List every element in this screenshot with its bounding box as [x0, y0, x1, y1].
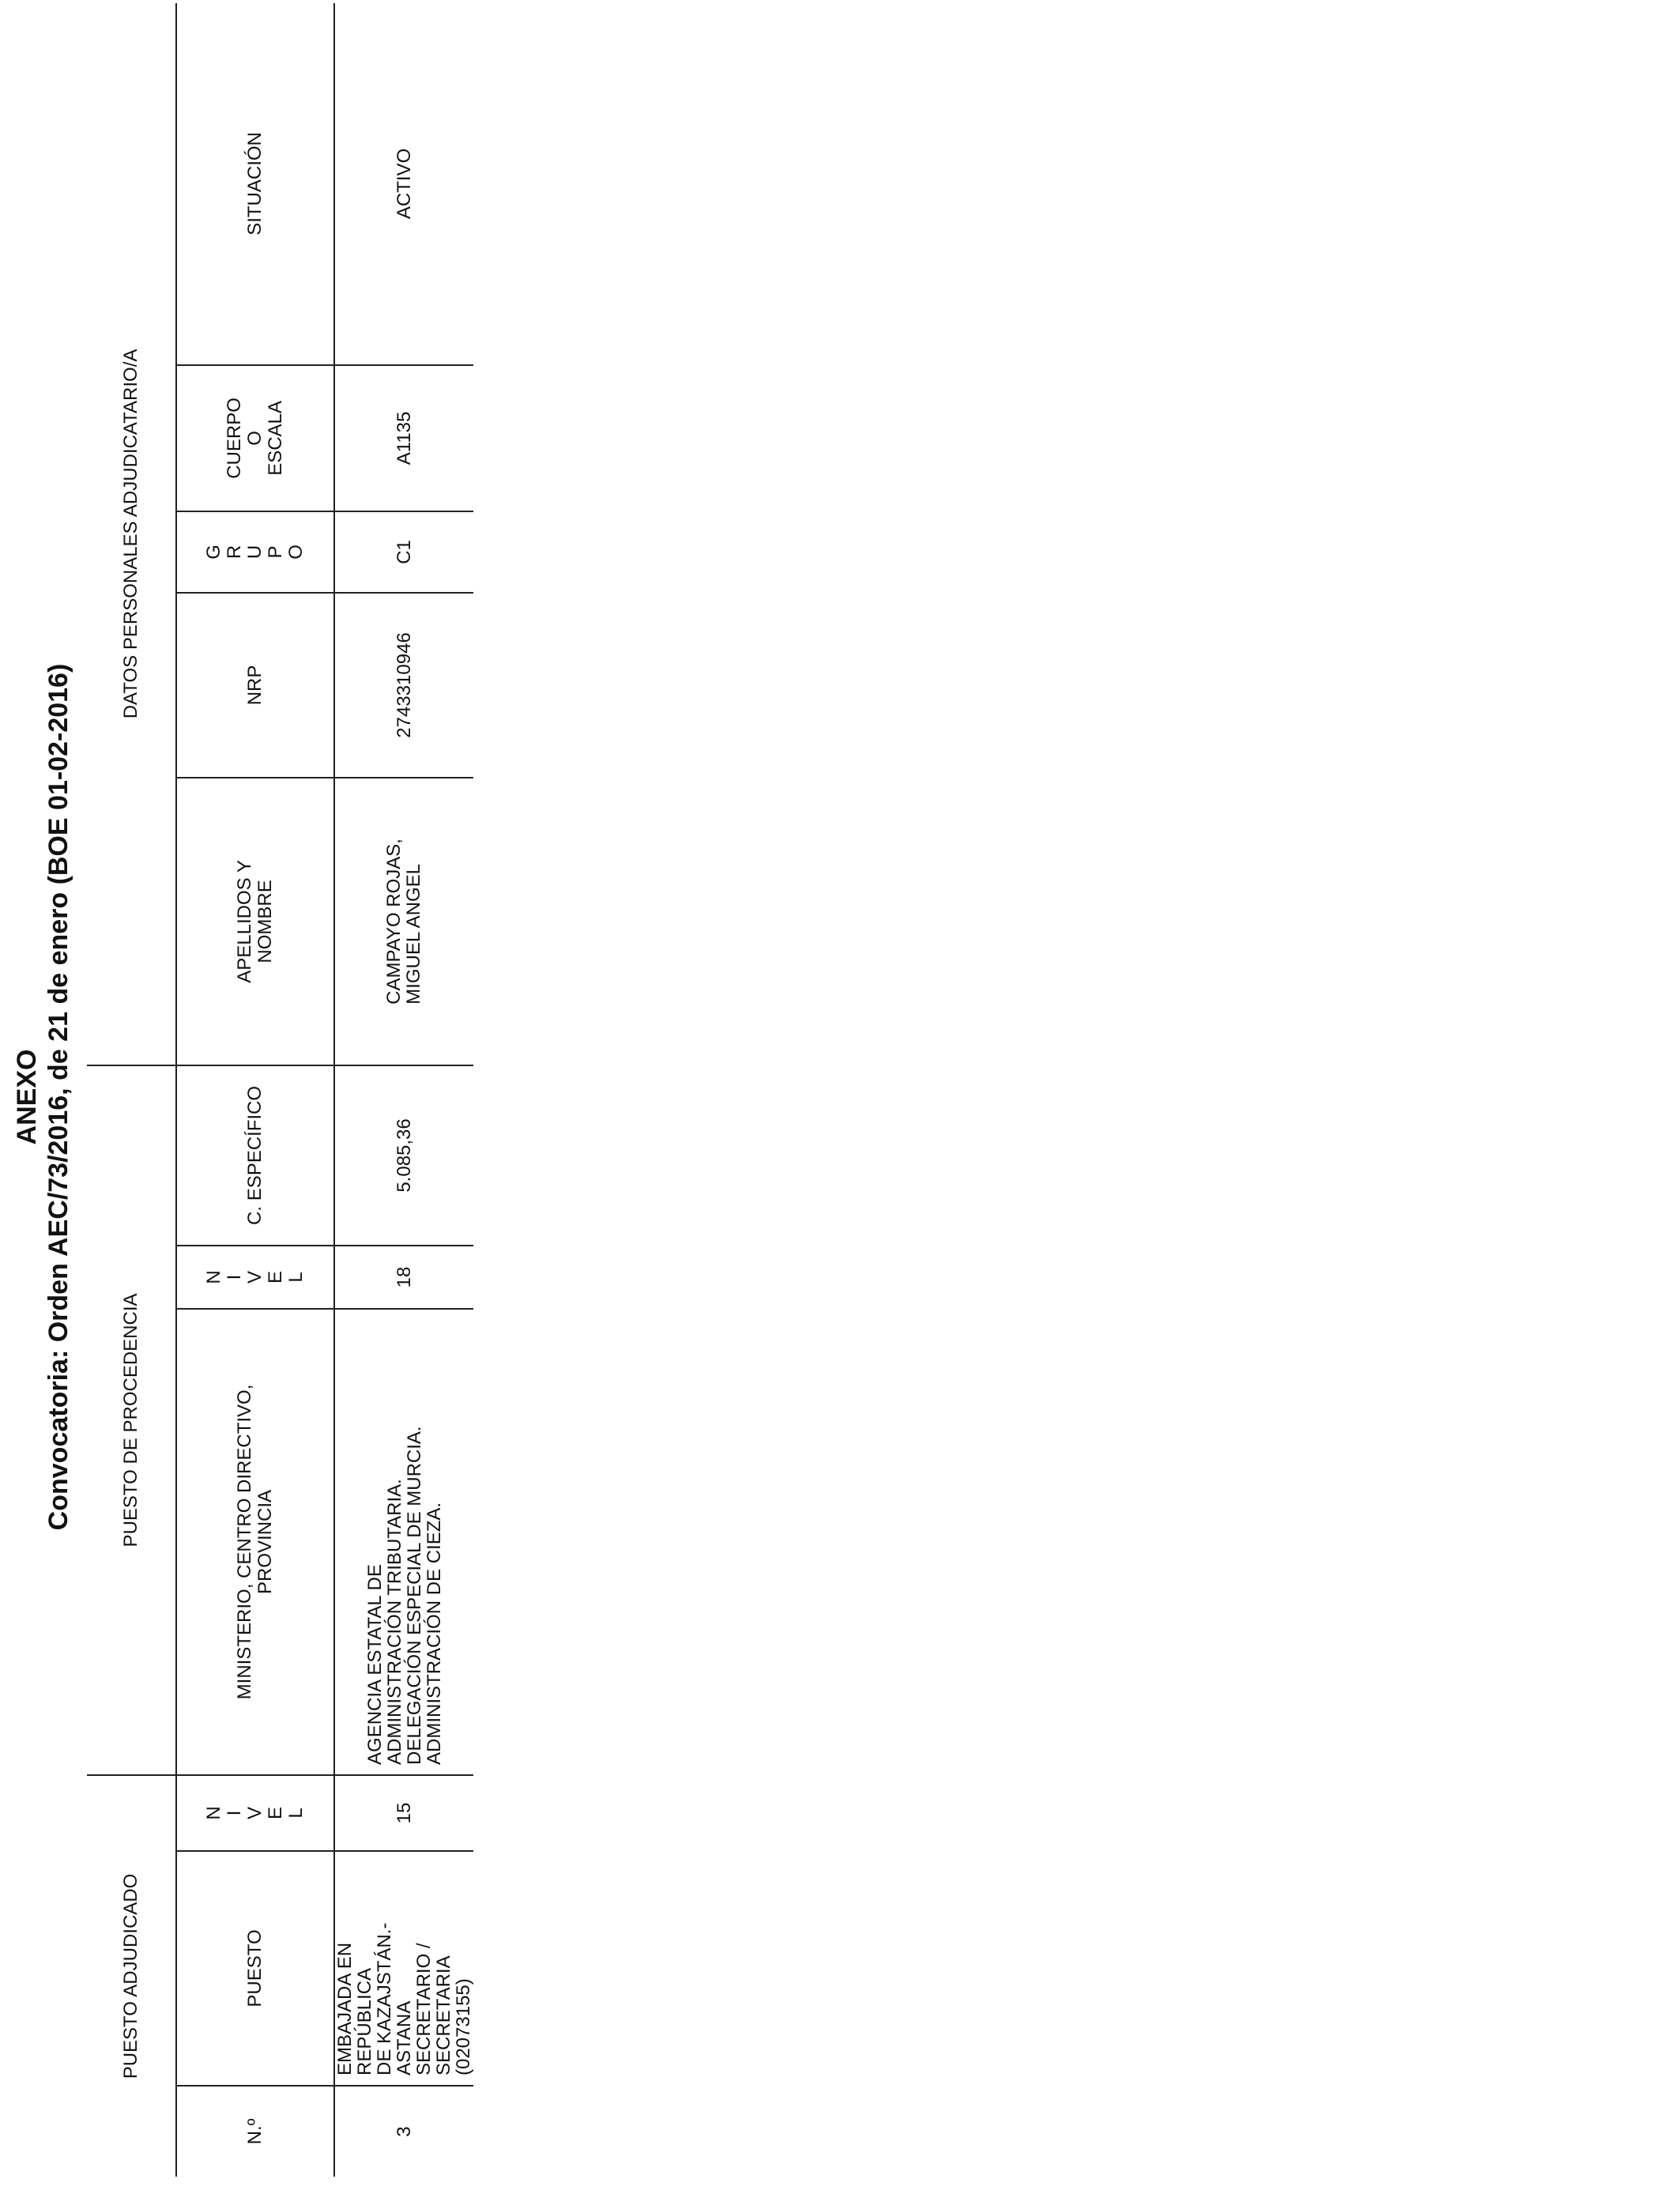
column-header-apellidos: APELLIDOS Y NOMBRE — [176, 778, 334, 1065]
cell-especifico: 5.085,36 — [334, 1065, 473, 1246]
group-header-puesto-procedencia: PUESTO DE PROCEDENCIA — [87, 1065, 176, 1775]
cell-ministerio: AGENCIA ESTATAL DE ADMINISTRACIÓN TRIBUTARIA. DELEGACIÓN ESPECIAL DE MURCIA. ADMINISTRACIÓN DE CIEZA. — [334, 1309, 473, 1775]
column-header-ministerio: MINISTERIO, CENTRO DIRECTIVO, PROVINCIA — [176, 1309, 334, 1775]
document-subtitle: Convocatoria: Orden AEC/73/2016, de 21 de enero (BOE 01-02-2016) — [43, 663, 73, 1531]
cell-numero: 3 — [334, 2086, 473, 2177]
nivel-adjudicado-letters: N I V E L — [203, 1806, 307, 1820]
column-header-puesto: PUESTO — [176, 1851, 334, 2086]
column-header-nivel-adjudicado — [176, 1775, 334, 1851]
group-header-row — [87, 3, 176, 2177]
column-header-nrp: NRP — [176, 593, 334, 778]
nivel-procedencia-letters: N I V E L — [203, 1270, 307, 1284]
table-row — [334, 3, 473, 2177]
cell-situacion: ACTIVO — [334, 3, 473, 365]
cell-grupo: C1 — [334, 511, 473, 593]
cell-cuerpo: A1135 — [334, 365, 473, 511]
group-header-puesto-adjudicado: PUESTO ADJUDICADO — [87, 1775, 176, 2177]
document-title: ANEXO — [12, 1049, 42, 1145]
cell-nivel-adjudicado: 15 — [334, 1775, 473, 1851]
column-header-especifico: C. ESPECÍFICO — [176, 1065, 334, 1246]
column-header-situacion: SITUACIÓN — [176, 3, 334, 365]
grupo-letters: G R U P O — [203, 545, 307, 560]
cell-puesto: EMBAJADA EN REPÚBLICA DE KAZAJSTÁN.- ASTANA SECRETARIO / SECRETARIA (02073155) — [334, 1851, 473, 2086]
column-header-grupo — [176, 511, 334, 593]
column-header-row — [176, 3, 334, 2177]
column-header-cuerpo: CUERPO O ESCALA — [176, 365, 334, 511]
anexo-table — [87, 3, 473, 2177]
column-header-nivel-procedencia — [176, 1246, 334, 1309]
cell-nivel-procedencia: 18 — [334, 1246, 473, 1309]
cell-apellidos: CAMPAYO ROJAS, MIGUEL ANGEL — [334, 778, 473, 1065]
column-header-numero: N.º — [176, 2086, 334, 2177]
cell-nrp: 2743310946 — [334, 593, 473, 778]
group-header-datos-personales: DATOS PERSONALES ADJUDICATARIO/A — [87, 3, 176, 1065]
